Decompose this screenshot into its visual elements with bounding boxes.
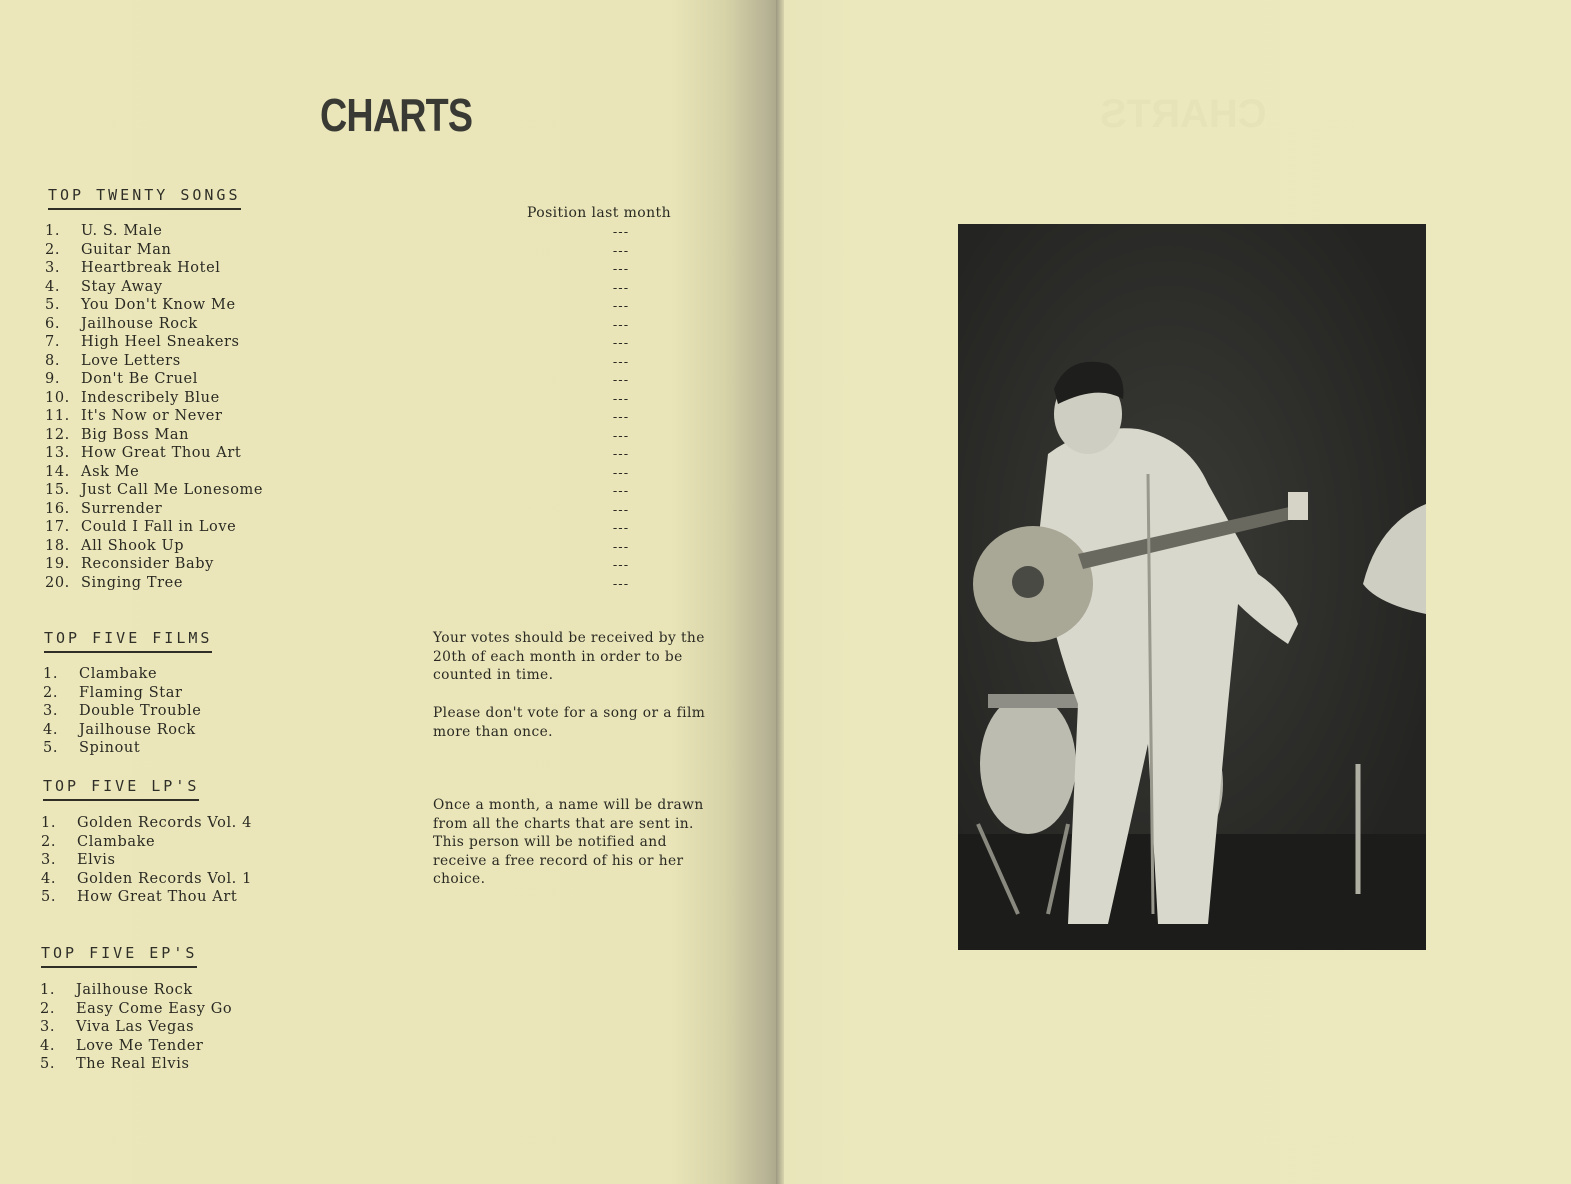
song-item xyxy=(45,555,263,574)
song-item-number: 13. xyxy=(45,445,70,461)
song-item-number: 6. xyxy=(45,315,61,332)
performer-photo xyxy=(958,224,1426,950)
song-item-number: 1. xyxy=(45,223,61,239)
lp-item-number: 3. xyxy=(41,852,57,869)
ep-item xyxy=(40,1018,232,1037)
song-item-title: U. S. Male xyxy=(81,223,163,239)
lp-item xyxy=(41,870,252,889)
song-item xyxy=(45,241,263,260)
song-item-number: 2. xyxy=(45,241,61,258)
song-item-title: Stay Away xyxy=(81,278,163,295)
song-item xyxy=(45,518,263,537)
position-last-month-value: --- xyxy=(612,484,630,499)
film-item xyxy=(43,739,201,758)
lp-item-number: 2. xyxy=(41,833,57,850)
position-last-month-value: --- xyxy=(612,299,630,314)
song-item xyxy=(45,278,263,297)
position-last-month-value: --- xyxy=(612,336,630,351)
song-item-title: Guitar Man xyxy=(81,241,172,258)
song-item-title: Just Call Me Lonesome xyxy=(81,482,264,498)
song-item-number: 12. xyxy=(45,426,70,443)
film-item-number: 5. xyxy=(43,740,59,757)
lp-item-title: Clambake xyxy=(77,833,156,850)
position-last-month-value: --- xyxy=(612,410,630,425)
song-item-number: 15. xyxy=(45,482,70,498)
song-item xyxy=(45,444,263,463)
song-item xyxy=(45,500,263,519)
song-item xyxy=(45,296,263,315)
song-item-title: Big Boss Man xyxy=(81,426,190,443)
position-last-month-value: --- xyxy=(612,225,630,240)
song-item-number: 16. xyxy=(45,500,70,517)
position-last-month-value: --- xyxy=(612,280,630,296)
song-item-title: Heartbreak Hotel xyxy=(81,260,221,276)
ep-item xyxy=(40,1037,232,1056)
song-item xyxy=(45,222,263,241)
song-item-number: 7. xyxy=(45,334,61,350)
ep-item xyxy=(40,1000,232,1019)
song-item xyxy=(45,537,263,556)
song-item-number: 18. xyxy=(45,537,70,554)
songs-heading: TOP TWENTY SONGS xyxy=(48,186,241,210)
film-item-title: Jailhouse Rock xyxy=(79,721,196,738)
song-item xyxy=(45,389,263,408)
song-item xyxy=(45,352,263,371)
position-last-month-value: --- xyxy=(612,391,630,407)
films-heading: TOP FIVE FILMS xyxy=(44,629,212,653)
song-item-title: Indescribely Blue xyxy=(81,389,220,406)
position-last-month-value: --- xyxy=(612,243,630,259)
ep-item-title: Jailhouse Rock xyxy=(76,982,193,998)
position-last-month-value: --- xyxy=(612,317,630,333)
lp-item xyxy=(41,888,252,907)
song-item-title: You Don't Know Me xyxy=(81,297,236,313)
film-item-number: 2. xyxy=(43,684,59,701)
song-item-title: Don't Be Cruel xyxy=(81,371,198,387)
prize-draw-note: Once a month, a name will be drawn from all the charts that are sent in. This person will be notified and receive a free record of his or her choice. xyxy=(433,797,704,888)
song-item-number: 19. xyxy=(45,556,70,572)
ep-item xyxy=(40,1055,232,1074)
ep-item-title: The Real Elvis xyxy=(76,1056,190,1073)
film-item-number: 1. xyxy=(43,666,59,682)
vote-once-note: Please don't vote for a song or a film more than once. xyxy=(433,705,706,740)
ep-item-number: 2. xyxy=(40,1000,56,1017)
song-item-title: All Shook Up xyxy=(81,537,185,554)
song-item-number: 10. xyxy=(45,389,70,406)
song-item xyxy=(45,407,263,426)
song-item-number: 17. xyxy=(45,519,70,535)
song-item xyxy=(45,426,263,445)
lp-item-title: Golden Records Vol. 4 xyxy=(77,815,252,831)
position-last-month-value: --- xyxy=(612,521,630,536)
position-last-month-value: --- xyxy=(612,576,630,592)
lp-item xyxy=(41,814,252,833)
position-last-month-value: --- xyxy=(612,373,630,388)
eps-heading: TOP FIVE EP'S xyxy=(41,944,197,968)
ep-item xyxy=(40,981,232,1000)
film-item-title: Spinout xyxy=(79,740,141,757)
song-item-number: 11. xyxy=(45,408,70,424)
song-item-title: Jailhouse Rock xyxy=(81,315,198,332)
film-item-title: Flaming Star xyxy=(79,684,183,701)
song-item-number: 9. xyxy=(45,371,61,387)
song-item xyxy=(45,259,263,278)
film-item-title: Clambake xyxy=(79,666,158,682)
song-item-title: High Heel Sneakers xyxy=(81,334,240,350)
song-item xyxy=(45,463,263,482)
song-item-number: 5. xyxy=(45,297,61,313)
film-item xyxy=(43,702,201,721)
songs-list xyxy=(45,222,263,592)
song-item xyxy=(45,315,263,334)
film-item-number: 3. xyxy=(43,703,59,720)
show-through-title: CHARTS xyxy=(1100,92,1267,136)
position-last-month-value: --- xyxy=(612,502,630,518)
song-item-title: Singing Tree xyxy=(81,574,184,591)
ep-item-number: 3. xyxy=(40,1019,56,1036)
films-list xyxy=(43,665,201,758)
song-item-number: 4. xyxy=(45,278,61,295)
song-item xyxy=(45,574,263,593)
song-item xyxy=(45,481,263,500)
song-item-number: 14. xyxy=(45,463,70,480)
song-item-number: 3. xyxy=(45,260,61,276)
position-last-month-value: --- xyxy=(612,428,630,444)
ep-item-number: 4. xyxy=(40,1037,56,1054)
position-list xyxy=(604,224,638,594)
position-last-month-value: --- xyxy=(612,447,630,462)
song-item-title: Ask Me xyxy=(81,463,140,480)
lp-item-number: 5. xyxy=(41,889,57,906)
film-item xyxy=(43,721,201,740)
film-item-number: 4. xyxy=(43,721,59,738)
position-last-month-label: Position last month xyxy=(527,205,671,221)
film-item xyxy=(43,684,201,703)
song-item-title: It's Now or Never xyxy=(81,408,223,424)
ep-item-title: Viva Las Vegas xyxy=(76,1019,195,1036)
film-item-title: Double Trouble xyxy=(79,703,202,720)
lp-item xyxy=(41,851,252,870)
lp-item-title: How Great Thou Art xyxy=(77,889,238,906)
ep-item-number: 5. xyxy=(40,1056,56,1073)
position-last-month-value: --- xyxy=(612,539,630,555)
song-item-title: Surrender xyxy=(81,500,163,517)
song-item-title: Reconsider Baby xyxy=(81,556,214,572)
lp-item-title: Golden Records Vol. 1 xyxy=(77,870,252,887)
ep-item-title: Easy Come Easy Go xyxy=(76,1000,233,1017)
song-item xyxy=(45,370,263,389)
position-last-month-value: --- xyxy=(612,354,630,370)
song-item xyxy=(45,333,263,352)
ep-item-title: Love Me Tender xyxy=(76,1037,204,1054)
lp-item-number: 4. xyxy=(41,870,57,887)
ep-item-number: 1. xyxy=(40,982,56,998)
song-item-title: Could I Fall in Love xyxy=(81,519,237,535)
song-item-number: 20. xyxy=(45,574,70,591)
lp-item-title: Elvis xyxy=(77,852,116,869)
lp-item xyxy=(41,833,252,852)
position-last-month-value: --- xyxy=(612,262,630,277)
lps-heading: TOP FIVE LP'S xyxy=(43,777,199,801)
song-item-title: How Great Thou Art xyxy=(81,445,242,461)
book-spine xyxy=(776,0,784,1184)
position-last-month-value: --- xyxy=(612,465,630,481)
film-item xyxy=(43,665,201,684)
eps-list xyxy=(40,981,232,1074)
votes-deadline-note: Your votes should be received by the 20th of each month in order to be counted in time. xyxy=(433,630,705,684)
lp-item-number: 1. xyxy=(41,815,57,831)
song-item-title: Love Letters xyxy=(81,352,181,369)
lps-list xyxy=(41,814,252,907)
song-item-number: 8. xyxy=(45,352,61,369)
page-title: CHARTS xyxy=(320,89,473,141)
position-last-month-value: --- xyxy=(612,558,630,573)
